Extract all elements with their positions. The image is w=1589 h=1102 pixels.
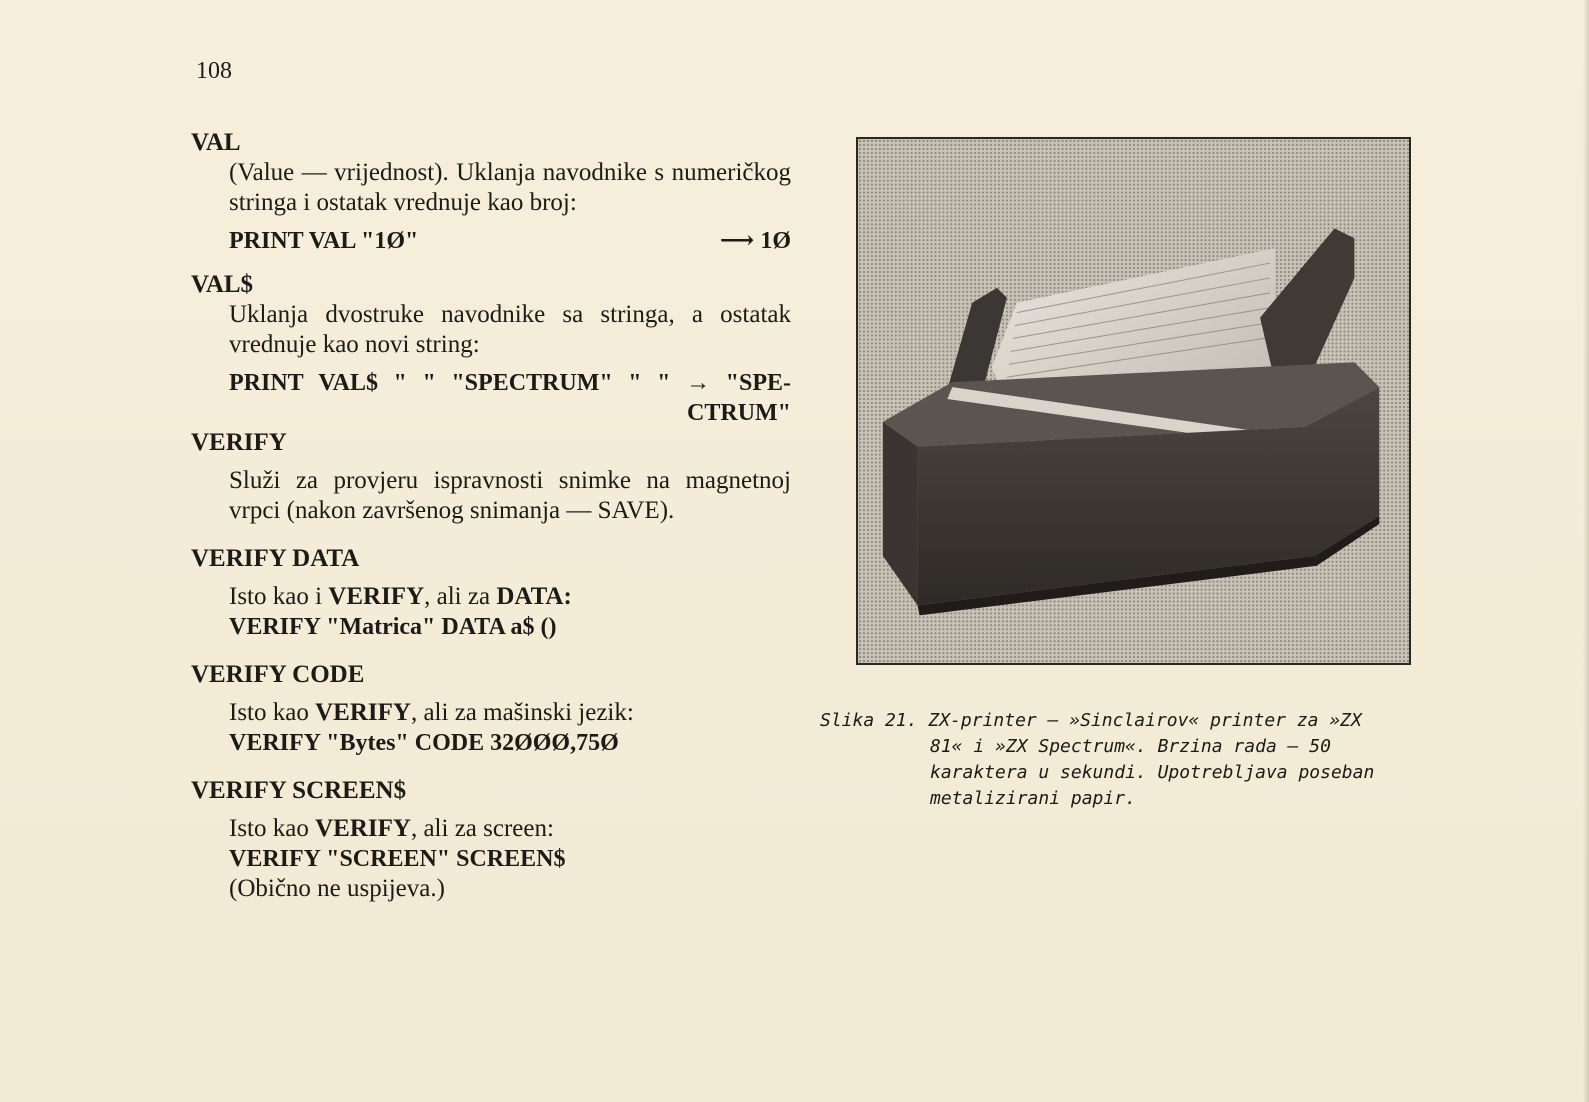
printer-illustration	[858, 139, 1409, 663]
figure-caption	[820, 708, 1420, 812]
entry-text-verify: Služi za provjeru ispravnosti snimke na magnetnoj vrpci (nakon završenog snimanja — SAVE).	[229, 467, 791, 524]
entry-heading-verify: VERIFY	[191, 429, 287, 456]
entry-text-verify-screen: Isto kao VERIFY, ali za screen:	[229, 815, 554, 842]
example-verify-screen: VERIFY "SCREEN" SCREEN$	[229, 846, 566, 872]
entry-text-verify-data: Isto kao i VERIFY, ali za DATA:	[229, 583, 572, 610]
example-verify-code: VERIFY "Bytes" CODE 32ØØØ,75Ø	[229, 730, 619, 756]
entry-heading-verify-screen: VERIFY SCREEN$	[191, 777, 407, 804]
example-val-str: PRINT VAL$ " " "SPECTRUM" " " → "SPE-	[229, 370, 791, 396]
text-column	[191, 128, 791, 904]
entry-heading-val: VAL	[191, 129, 241, 156]
entry-note-verify-screen: (Obično ne uspijeva.)	[229, 875, 445, 902]
entry-text-val-str: Uklanja dvostruke navodnike sa stringa, a ostatak vrednuje kao novi string:	[229, 301, 791, 358]
entry-heading-verify-data: VERIFY DATA	[191, 545, 360, 572]
caption-line1: Slika 21. ZX-printer — »Sinclairov« printer za »ZX	[820, 710, 1362, 731]
entry-text-verify-code: Isto kao VERIFY, ali za mašinski jezik:	[229, 699, 634, 726]
entry-heading-verify-code: VERIFY CODE	[191, 661, 365, 688]
example-val	[229, 226, 791, 256]
entry-heading-val-str: VAL$	[191, 271, 254, 298]
page-edge-shadow	[1583, 0, 1589, 1102]
printer-photo	[856, 137, 1411, 665]
example-code: PRINT VAL "1Ø"	[229, 228, 419, 254]
example-verify-data: VERIFY "Matrica" DATA a$ ()	[229, 614, 557, 640]
caption-rest: 81« i »ZX Spectrum«. Brzina rada — 50 karaktera u sekundi. Upotrebljava poseban metalizirani papir.	[930, 736, 1375, 809]
example-result: ⟶ 1Ø	[719, 228, 791, 254]
entry-text-val: (Value — vrijednost). Uklanja navodnike s numeričkog stringa i ostatak vrednuje kao broj:	[229, 159, 791, 216]
example-val-str-cont: CTRUM"	[687, 400, 791, 426]
page-number: 108	[196, 58, 232, 84]
